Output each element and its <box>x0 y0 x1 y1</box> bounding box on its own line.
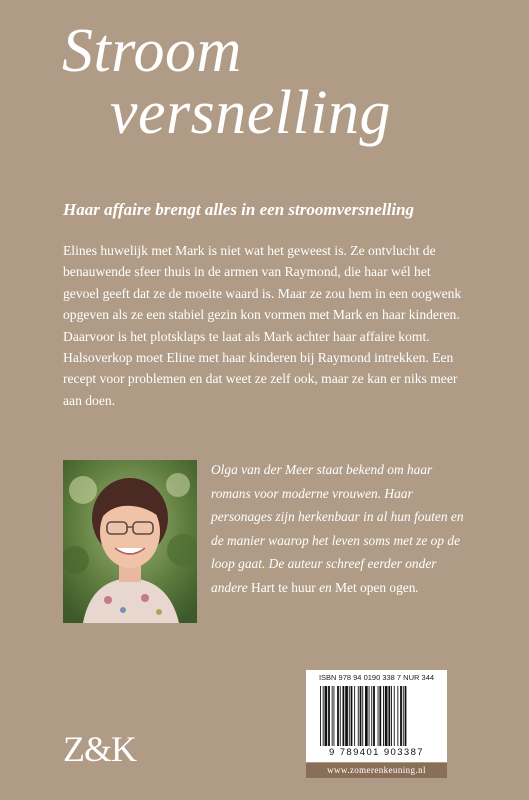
barcode-bar <box>373 686 375 746</box>
barcode-bar <box>354 686 355 746</box>
barcode-bar <box>340 686 341 746</box>
barcode-bar <box>349 686 350 746</box>
book-title-2: Met open ogen <box>335 579 416 595</box>
book-title-1: Hart te huur <box>251 579 316 595</box>
barcode-bar <box>325 686 328 746</box>
barcode-bar <box>345 686 348 746</box>
barcode-bar <box>369 686 370 746</box>
tagline: Haar affaire brengt alles in een stroomversnelling <box>63 200 415 219</box>
barcode-box <box>306 670 447 762</box>
barcode-bar <box>365 686 368 746</box>
blurb-paragraph-2: Daarvoor is het plotsklaps te laat als Mark achter haar affaire komt. Halsoverkop moet Eline met haar kinderen bij Raymond intrekken. Een recept voor problemen en dat weet ze zelf ook, maar ze kan er niks meer aan doen. <box>63 328 458 408</box>
barcode-bar <box>403 686 404 746</box>
book-title <box>62 17 391 147</box>
barcode-bar <box>334 686 335 746</box>
author-bio <box>211 458 471 599</box>
barcode-bar <box>391 686 392 746</box>
barcode-bar <box>332 686 333 746</box>
barcode-bar <box>351 686 353 746</box>
barcode-bar <box>388 686 390 746</box>
barcode-bar <box>328 686 330 746</box>
barcode-bar <box>379 686 381 746</box>
barcode-bar <box>385 686 388 746</box>
blurb-paragraph-1: Elines huwelijk met Mark is niet wat het geweest is. Ze ontvlucht de benauwende sfeer thuis in de armen van Raymond, die haar wél het gevoel geeft dat ze de moeite waard is. Maar ze zou hem in een oogwenk opgeven als ze een stabiel gezin kon vormen met Mark en haar kinderen. <box>63 243 462 323</box>
barcode-bar <box>371 686 372 746</box>
author-portrait-icon <box>63 460 197 623</box>
barcode-bar <box>343 686 345 746</box>
barcode-bar <box>362 686 363 746</box>
barcode-bar <box>394 686 395 746</box>
barcode-bar <box>383 686 384 746</box>
author-photo <box>63 460 197 623</box>
barcode-bar <box>360 686 362 746</box>
bio-text: Olga van der Meer staat bekend om haar romans voor moderne vrouwen. Haar personages zijn herkenbaar in al hun fouten en de manier waarop het leven soms met ze op de loop gaat. De auteur schreef eerder onder andere <box>211 462 464 595</box>
isbn-line: ISBN 978 94 0190 338 7 NUR 344 <box>318 673 435 682</box>
barcode-bar <box>378 686 379 746</box>
barcode-bar <box>358 686 359 746</box>
title-line-2: versnelling <box>110 79 391 147</box>
barcode-digits: 9 789401 903387 <box>329 747 424 758</box>
blurb <box>63 240 463 411</box>
barcode-bar <box>405 686 407 746</box>
publisher-url: www.zomerenkeuning.nl <box>306 763 447 778</box>
title-line-1: Stroom <box>62 17 242 85</box>
bio-connector: en <box>315 579 336 595</box>
barcode-bar <box>320 686 321 746</box>
barcode-bar <box>400 686 402 746</box>
barcode-bar <box>323 686 324 746</box>
publisher-logo: Z&K <box>63 729 136 769</box>
barcode-bar <box>337 686 339 746</box>
barcode-bar <box>397 686 398 746</box>
bio-end: . <box>415 579 419 595</box>
